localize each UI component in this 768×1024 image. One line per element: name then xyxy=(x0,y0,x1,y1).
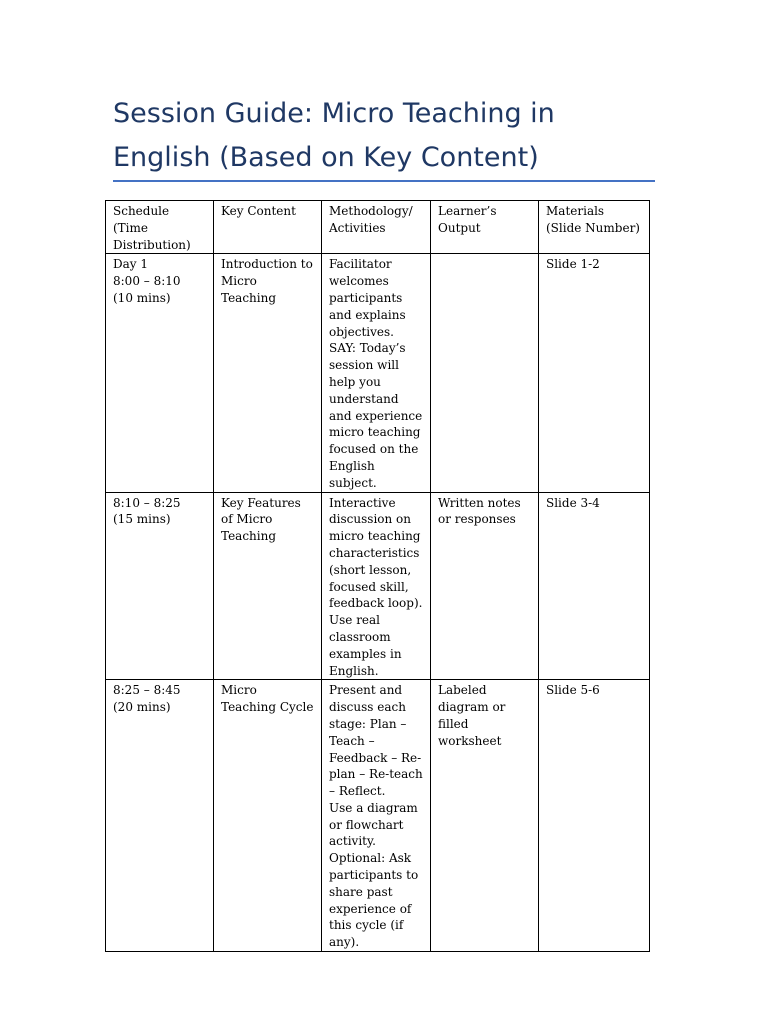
header-key-content: Key Content xyxy=(214,201,322,254)
cell-methodology: Interactive discussion on micro teaching characteristics (short lesson, focused skill, feedback loop). Use real classroom examples in English. xyxy=(322,492,431,680)
table-row xyxy=(106,492,650,680)
title-underline xyxy=(113,180,655,182)
cell-schedule: Day 1 8:00 – 8:10 (10 mins) xyxy=(106,254,214,492)
cell-schedule: 8:10 – 8:25 (15 mins) xyxy=(106,492,214,680)
cell-key-content: Key Features of Micro Teaching xyxy=(214,492,322,680)
header-materials: Materials (Slide Number) xyxy=(539,201,650,254)
table-row xyxy=(106,680,650,952)
table-row xyxy=(106,254,650,492)
cell-schedule: 8:25 – 8:45 (20 mins) xyxy=(106,680,214,952)
cell-materials: Slide 3-4 xyxy=(539,492,650,680)
cell-methodology: Present and discuss each stage: Plan – Teach – Feedback – Re-plan – Re-teach – Reflect. Use a diagram or flowchart activity. Optional: Ask participants to share past experience of this cycle (if any). xyxy=(322,680,431,952)
cell-materials: Slide 5-6 xyxy=(539,680,650,952)
session-guide-table xyxy=(105,200,650,952)
cell-key-content: Micro Teaching Cycle xyxy=(214,680,322,952)
cell-learners-output: Labeled diagram or filled worksheet xyxy=(431,680,539,952)
cell-key-content: Introduction to Micro Teaching xyxy=(214,254,322,492)
header-schedule: Schedule (Time Distribution) xyxy=(106,201,214,254)
table-header-row xyxy=(106,201,650,254)
cell-learners-output xyxy=(431,254,539,492)
cell-materials: Slide 1-2 xyxy=(539,254,650,492)
header-learners-output: Learner’s Output xyxy=(431,201,539,254)
cell-learners-output: Written notes or responses xyxy=(431,492,539,680)
document-title: Session Guide: Micro Teaching in English (Based on Key Content) xyxy=(113,98,555,173)
cell-methodology: Facilitator welcomes participants and explains objectives. SAY: Today’s session will help you understand and experience micro teaching focused on the English subject. xyxy=(322,254,431,492)
header-methodology: Methodology/ Activities xyxy=(322,201,431,254)
